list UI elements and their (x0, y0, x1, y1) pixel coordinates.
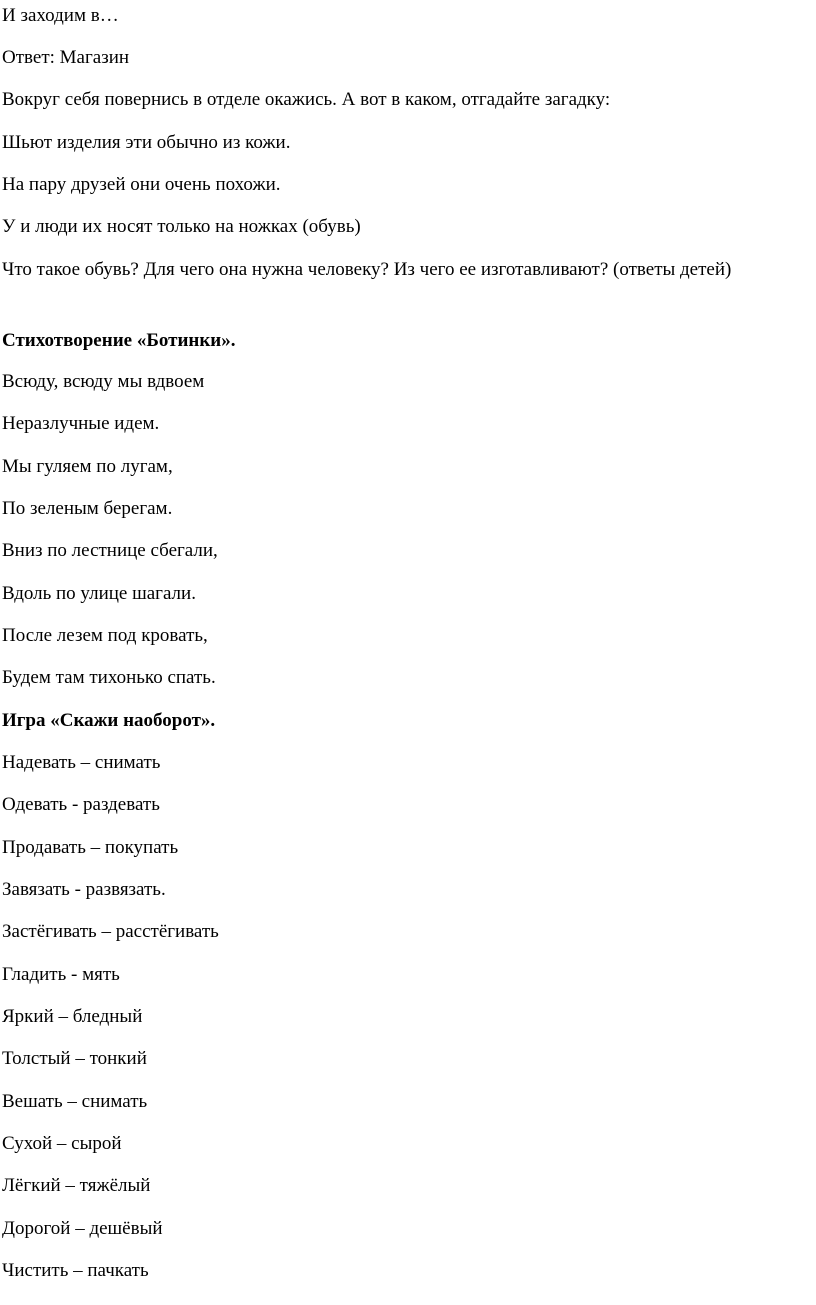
antonym-pair: Лёгкий – тяжёлый (2, 1175, 151, 1196)
antonym-pair: Застёгивать – расстёгивать (2, 921, 219, 942)
intro-line: И заходим в… (2, 5, 119, 26)
antonym-pair: Дорогой – дешёвый (2, 1218, 163, 1239)
antonym-pair: Вешать – снимать (2, 1091, 148, 1112)
antonym-pair: Завязать - развязать. (2, 879, 166, 900)
poem-line: Неразлучные идем. (2, 413, 160, 434)
riddle-line: На пару друзей они очень похожи. (2, 174, 281, 195)
antonym-pair: Сухой – сырой (2, 1133, 122, 1154)
riddle-line: Шьют изделия эти обычно из кожи. (2, 132, 291, 153)
antonym-pair: Толстый – тонкий (2, 1048, 147, 1069)
antonym-pair: Гладить - мять (2, 964, 120, 985)
game-heading: Игра «Скажи наоборот». (2, 710, 216, 731)
riddle-line: У и люди их носят только на ножках (обувь) (2, 216, 361, 237)
poem-line: Всюду, всюду мы вдвоем (2, 371, 205, 392)
answer-line: Ответ: Магазин (2, 47, 130, 68)
poem-line: Вниз по лестнице сбегали, (2, 540, 218, 561)
antonym-pair: Продавать – покупать (2, 837, 179, 858)
antonym-pair: Чистить – пачкать (2, 1260, 149, 1281)
poem-line: Мы гуляем по лугам, (2, 456, 173, 477)
antonym-pair: Надевать – снимать (2, 752, 161, 773)
antonym-pair: Одевать - раздевать (2, 794, 160, 815)
poem-line: Вдоль по улице шагали. (2, 583, 196, 604)
intro-line: Вокруг себя повернись в отделе окажись. А вот в каком, отгадайте загадку: (2, 89, 611, 110)
poem-line: По зеленым берегам. (2, 498, 173, 519)
antonym-pair: Яркий – бледный (2, 1006, 143, 1027)
poem-heading: Стихотворение «Ботинки». (2, 330, 236, 351)
question-paragraph: Что такое обувь? Для чего она нужна человеку? Из чего ее изготавливают? (ответы детей) (2, 259, 732, 280)
poem-line: Будем там тихонько спать. (2, 667, 216, 688)
poem-line: После лезем под кровать, (2, 625, 208, 646)
